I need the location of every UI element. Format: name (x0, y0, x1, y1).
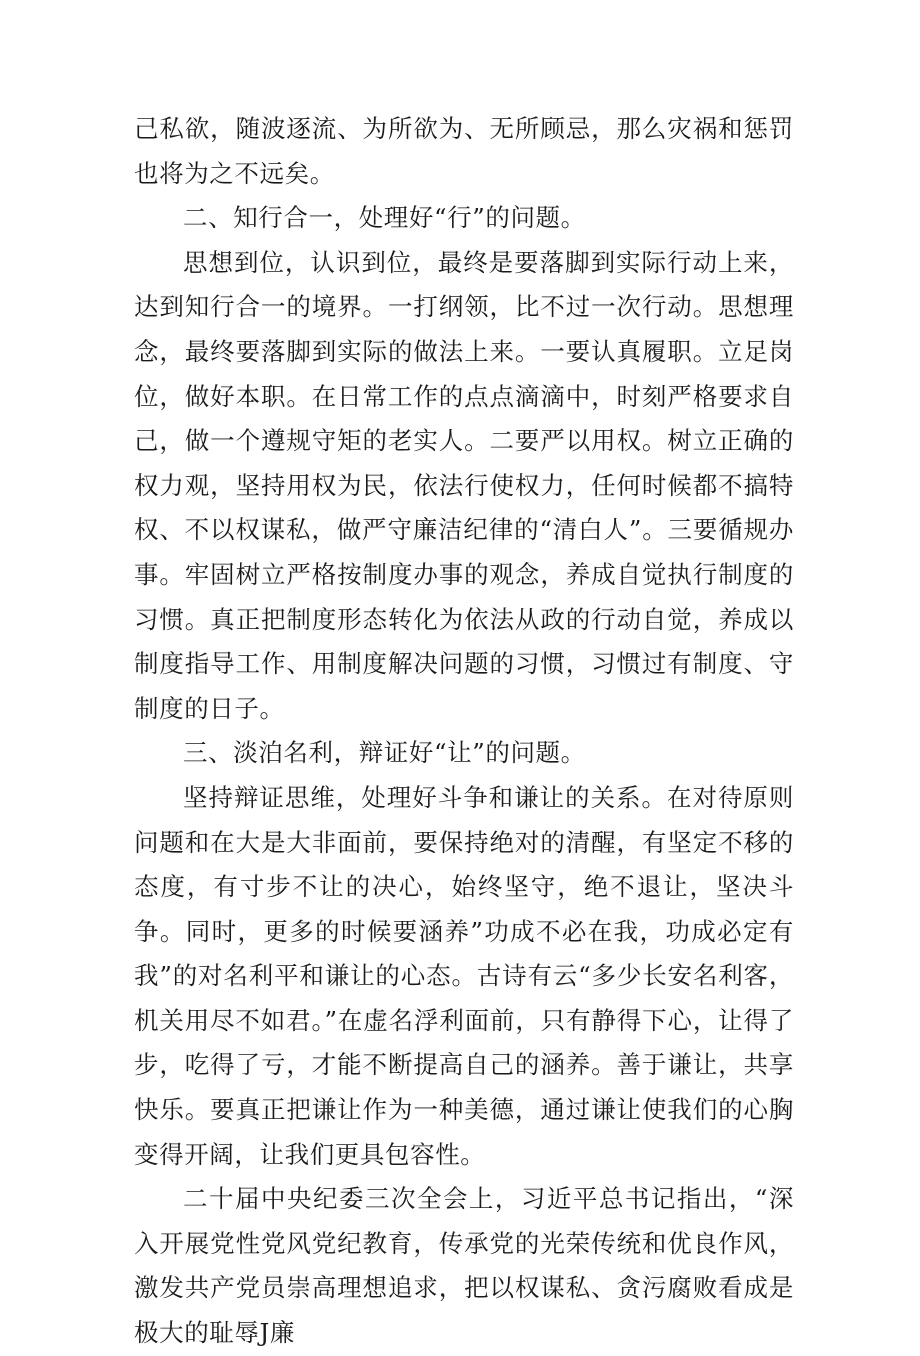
section-heading-2: 二、知行合一，处理好“行”的问题。 (183, 203, 586, 233)
section-heading-3: 三、淡泊名利，辩证好“让”的问题。 (183, 738, 586, 768)
paragraph-closing: 二十届中央纪委三次全会上，习近平总书记指出，“深入开展党性党风党纪教育，传承党的光荣传统和优良作风，激发共产党员崇高理想追求，把以权谋私、贪污腐败看成是极大的耻辱J廉 (134, 1184, 794, 1348)
document-body (134, 107, 794, 1356)
paragraph-continuation: 己私欲，随波逐流、为所欲为、无所顾忌，那么灾祸和惩罚也将为之不远矣。 (134, 114, 794, 188)
paragraph-section-2-body: 思想到位，认识到位，最终是要落脚到实际行动上来，达到知行合一的境界。一打纲领，比不过一次行动。思想理念，最终要落脚到实际的做法上来。一要认真履职。立足岗位，做好本职。在日常工作的点点滴滴中，时刻严格要求自己，做一个遵规守矩的老实人。二要严以用权。树立正确的权力观，坚持用权为民，依法行使权力，任何时候都不搞特权、不以权谋私，做严守廉洁纪律的“清白人”。三要循规办事。牢固树立严格按制度办事的观念，养成自觉执行制度的习惯。真正把制度形态转化为依法从政的行动自觉，养成以制度指导工作、用制度解决问题的习惯，习惯过有制度、守制度的日子。 (134, 247, 794, 723)
paragraph-section-3-body: 坚持辩证思维，处理好斗争和谦让的关系。在对待原则问题和在大是大非面前，要保持绝对的清醒，有坚定不移的态度，有寸步不让的决心，始终坚守，绝不退让，坚决斗争。同时，更多的时候要涵养”功成不必在我，功成必定有我”的对名利平和谦让的心态。古诗有云“多少长安名利客，机关用尽不如君。”在虚名浮利面前，只有静得下心，让得了步，吃得了亏，才能不断提高自己的涵养。善于谦让，共享快乐。要真正把谦让作为一种美德，通过谦让使我们的心胸变得开阔，让我们更具包容性。 (134, 782, 794, 1169)
